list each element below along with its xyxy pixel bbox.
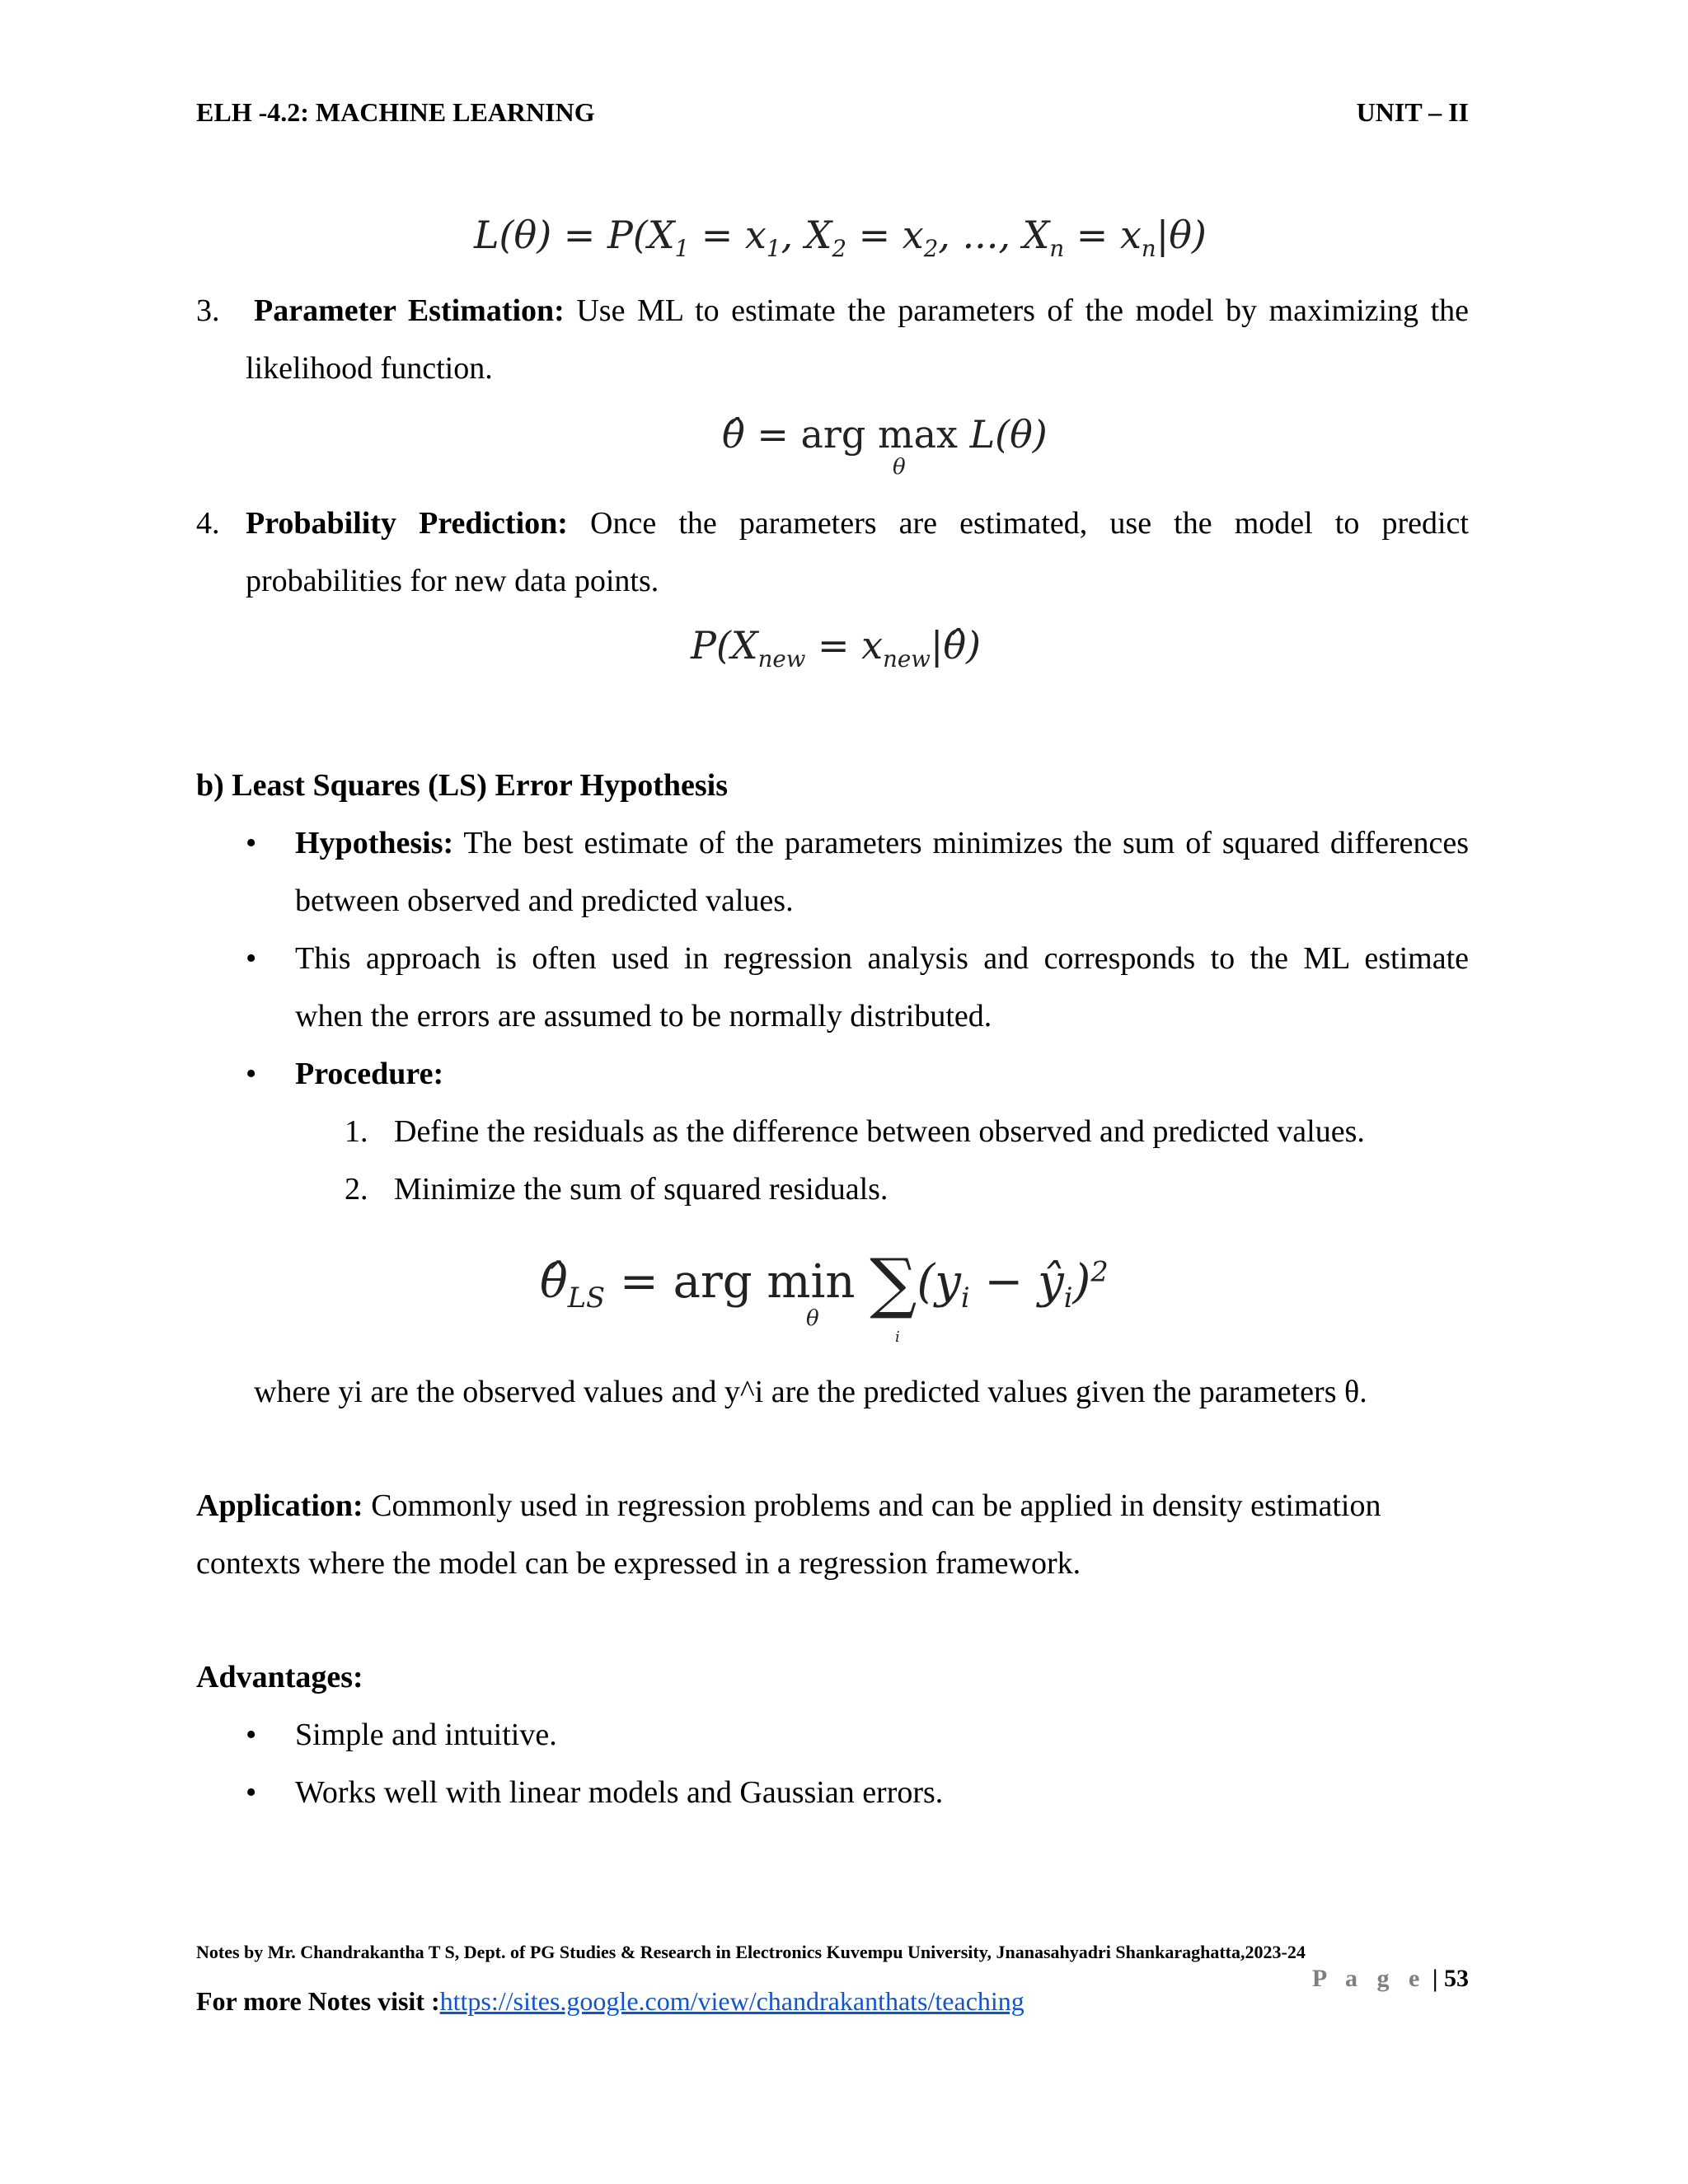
advantage-2-text: Works well with linear models and Gaussian errors. [295, 1775, 944, 1810]
notes-link[interactable]: https://sites.google.com/view/chandrakanthats/teaching [439, 1986, 1025, 2016]
bullet-1-line-2: between observed and predicted values. [295, 883, 794, 918]
application-line-1: Application: Commonly used in regression problems and can be applied in density estimation [196, 1488, 1381, 1523]
advantage-2-dot: • [246, 1775, 257, 1810]
page-number: 53 [1444, 1965, 1469, 1992]
item-3-line-1: Parameter Estimation: Use ML to estimate the parameters of the model by maximizing the [254, 293, 1469, 328]
item-3-number: 3. [196, 293, 220, 328]
application-line-2: contexts where the model can be expressed in a regression framework. [196, 1546, 1081, 1581]
bullet-1-dot: • [246, 826, 257, 860]
advantage-1-dot: • [246, 1718, 257, 1752]
page-number-block: P a g e | 53 [1311, 1965, 1469, 1992]
step-1-number: 1. [345, 1114, 368, 1149]
footer-notes: Notes by Mr. Chandrakantha T S, Dept. of PG Studies & Research in Electronics Kuvempu University, Jnanasahyadri Shankaraghatta,2023-24 [196, 1942, 1306, 1962]
item-4-line-2: probabilities for new data points. [246, 564, 659, 598]
section-b-title: b) Least Squares (LS) Error Hypothesis [196, 768, 729, 803]
bullet-3-title: Procedure: [295, 1057, 444, 1091]
bullet-1-line-1: Hypothesis: The best estimate of the parameters minimizes the sum of squared differences [295, 826, 1469, 860]
step-2-text: Minimize the sum of squared residuals. [394, 1172, 889, 1207]
item-4-number: 4. [196, 506, 220, 541]
advantages-title: Advantages: [196, 1660, 363, 1694]
bullet-2-line-1: This approach is often used in regression analysis and corresponds to the ML estimate [295, 941, 1469, 976]
step-1-text: Define the residuals as the difference between observed and predicted values. [394, 1114, 1365, 1149]
bullet-2-dot: • [246, 941, 257, 976]
prediction-equation: $P(X_{new}$ = $x_{new}|\thetâ$) [691, 623, 981, 673]
ls-min-subscript: θ [806, 1306, 819, 1331]
item-4-line-1: Probability Prediction: Once the parameters are estimated, use the model to predict [246, 506, 1469, 541]
step-2-number: 2. [345, 1172, 368, 1207]
header-right: UNIT – II [1356, 97, 1469, 127]
ls-sum-subscript: i [895, 1329, 900, 1346]
where-line: where yi are the observed values and y^i are the predicted values given the parameters θ. [254, 1375, 1367, 1409]
argmax-subscript: θ [893, 455, 906, 480]
item-3-line-2: likelihood function. [246, 351, 493, 386]
least-squares-equation: $\thetâ_{LS}$ = arg $\min \sum(y_i$ − $ŷ_i)^2$ [540, 1244, 1109, 1321]
page-label: P a g e [1311, 1965, 1427, 1992]
bullet-3-dot: • [246, 1057, 257, 1091]
footer-visit-line: For more Notes visit :https://sites.google.com/view/chandrakanthats/teaching [196, 1986, 1025, 2016]
argmax-equation: θ̂ = arg max L(θ) [722, 412, 1048, 457]
header-left: ELH -4.2: MACHINE LEARNING [196, 97, 595, 127]
advantage-1-text: Simple and intuitive. [295, 1718, 557, 1752]
likelihood-equation: $L(\theta) = P(X_1 = x_1$, $X_2 = x_2$, ..., $X_n = x_n|\theta$) [474, 213, 1207, 263]
bullet-2-line-2: when the errors are assumed to be normally distributed. [295, 999, 992, 1033]
